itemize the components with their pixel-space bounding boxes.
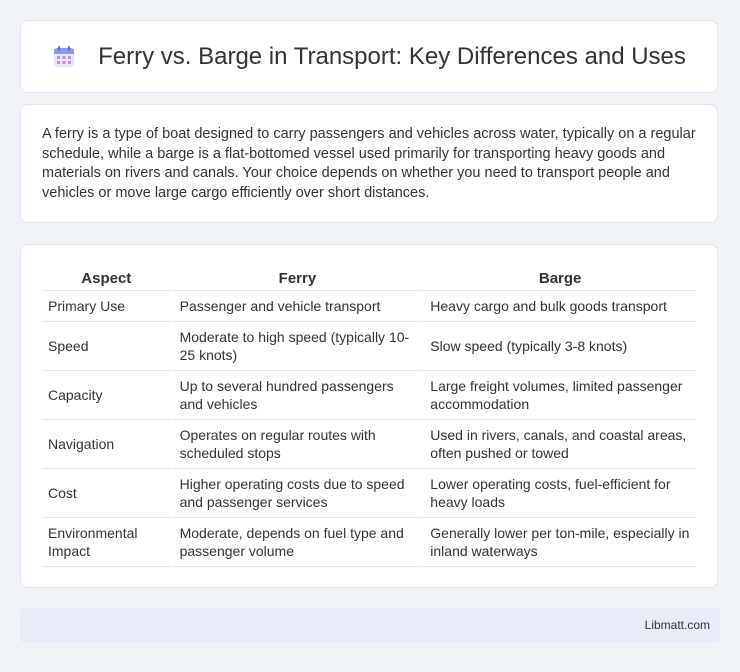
footer-site-link[interactable]: Libmatt.com bbox=[644, 618, 710, 632]
header-aspect: Aspect bbox=[42, 266, 171, 291]
table-row bbox=[42, 291, 696, 322]
cell-barge: Slow speed (typically 3-8 knots) bbox=[421, 322, 696, 371]
cell-ferry: Moderate, depends on fuel type and passenger volume bbox=[171, 518, 422, 567]
cell-ferry: Higher operating costs due to speed and passenger services bbox=[171, 469, 422, 518]
cell-aspect: Primary Use bbox=[42, 291, 171, 322]
calendar-icon bbox=[52, 45, 76, 69]
table-header-row bbox=[42, 266, 696, 291]
page-title: Ferry vs. Barge in Transport: Key Differences and Uses bbox=[98, 42, 686, 70]
cell-aspect: Navigation bbox=[42, 420, 171, 469]
table-row bbox=[42, 518, 696, 567]
cell-aspect: Cost bbox=[42, 469, 171, 518]
cell-ferry: Operates on regular routes with scheduled stops bbox=[171, 420, 422, 469]
comparison-table bbox=[42, 266, 696, 567]
title-card bbox=[20, 20, 718, 93]
header-barge: Barge bbox=[421, 266, 696, 291]
intro-card bbox=[20, 104, 718, 223]
cell-aspect: Capacity bbox=[42, 371, 171, 420]
cell-barge: Heavy cargo and bulk goods transport bbox=[421, 291, 696, 322]
table-row bbox=[42, 322, 696, 371]
cell-ferry: Up to several hundred passengers and vehicles bbox=[171, 371, 422, 420]
footer-bar bbox=[20, 608, 720, 642]
cell-barge: Large freight volumes, limited passenger accommodation bbox=[421, 371, 696, 420]
cell-barge: Generally lower per ton-mile, especially in inland waterways bbox=[421, 518, 696, 567]
cell-barge: Lower operating costs, fuel-efficient for heavy loads bbox=[421, 469, 696, 518]
cell-ferry: Moderate to high speed (typically 10-25 knots) bbox=[171, 322, 422, 371]
comparison-card bbox=[20, 244, 718, 588]
cell-ferry: Passenger and vehicle transport bbox=[171, 291, 422, 322]
intro-paragraph: A ferry is a type of boat designed to carry passengers and vehicles across water, typically on a regular schedule, while a barge is a flat-bottomed vessel used primarily for transporting heavy goods and materials on rivers and canals. Your choice depends on whether you need to transport people and vehicles or move large cargo efficiently over short distances. bbox=[42, 126, 696, 201]
table-row bbox=[42, 420, 696, 469]
cell-aspect: Speed bbox=[42, 322, 171, 371]
table-row bbox=[42, 469, 696, 518]
table-row bbox=[42, 371, 696, 420]
cell-aspect: Environmental Impact bbox=[42, 518, 171, 567]
header-ferry: Ferry bbox=[171, 266, 422, 291]
cell-barge: Used in rivers, canals, and coastal areas, often pushed or towed bbox=[421, 420, 696, 469]
